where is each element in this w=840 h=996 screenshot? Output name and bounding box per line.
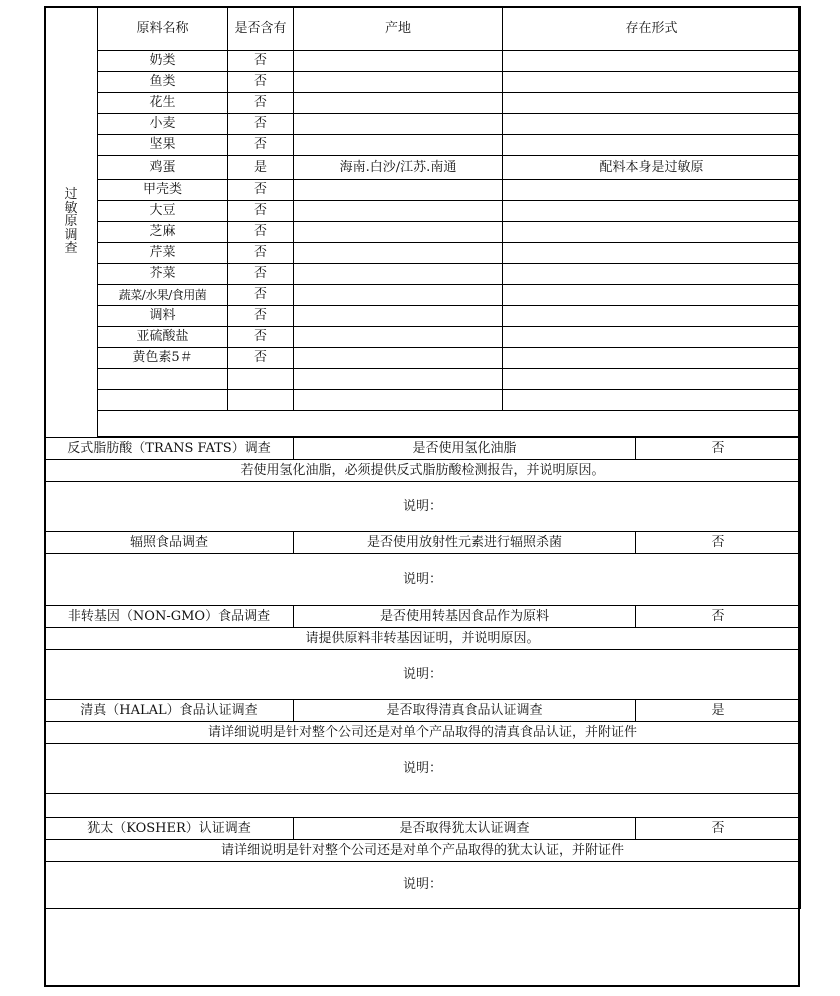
kosher-note[interactable]: 说明：	[45, 862, 801, 909]
halal-title: 清真（HALAL）食品认证调查	[45, 700, 294, 722]
side-char: 敏	[64, 200, 78, 216]
non_gmo-instruction: 请提供原料非转基因证明，并说明原因。	[45, 628, 801, 650]
form-cell[interactable]: 配料本身是过敏原	[503, 156, 801, 180]
material-name-cell[interactable]: 鸡蛋	[98, 156, 228, 180]
trans_fats-note[interactable]: 说明：	[45, 482, 801, 532]
header-origin: 产地	[294, 7, 503, 51]
contains-cell[interactable]: 否	[228, 201, 294, 222]
trans_fats-title: 反式脂肪酸（TRANS FATS）调查	[45, 438, 294, 460]
halal-question: 是否取得清真食品认证调查	[294, 700, 636, 722]
material-name-cell[interactable]: 鱼类	[98, 72, 228, 93]
material-name-cell[interactable]: 芹菜	[98, 243, 228, 264]
non_gmo-note[interactable]: 说明：	[45, 650, 801, 700]
contains-cell[interactable]: 否	[228, 135, 294, 156]
side-char: 调	[64, 227, 78, 243]
irradiation-note[interactable]: 说明：	[45, 554, 801, 606]
trans_fats-instruction: 若使用氢化油脂，必须提供反式脂肪酸检测报告，并说明原因。	[45, 460, 801, 482]
material-name-cell[interactable]: 调料	[98, 306, 228, 327]
material-name-cell[interactable]: 芥菜	[98, 264, 228, 285]
contains-cell[interactable]: 是	[228, 156, 294, 180]
halal-note[interactable]: 说明：	[45, 744, 801, 794]
material-name-cell[interactable]: 奶类	[98, 51, 228, 72]
kosher-answer[interactable]: 否	[636, 818, 801, 840]
irradiation-answer[interactable]: 否	[636, 532, 801, 554]
non_gmo-question: 是否使用转基因食品作为原料	[294, 606, 636, 628]
contains-cell[interactable]: 否	[228, 180, 294, 201]
contains-cell[interactable]: 否	[228, 348, 294, 369]
halal-instruction: 请详细说明是针对整个公司还是对单个产品取得的清真食品认证，并附证件	[45, 722, 801, 744]
form-border	[44, 6, 800, 987]
contains-cell[interactable]: 否	[228, 327, 294, 348]
contains-cell[interactable]: 否	[228, 306, 294, 327]
contains-cell[interactable]: 否	[228, 243, 294, 264]
non_gmo-title: 非转基因（NON-GMO）食品调查	[45, 606, 294, 628]
material-name-cell[interactable]: 甲壳类	[98, 180, 228, 201]
contains-cell[interactable]: 否	[228, 264, 294, 285]
non_gmo-answer[interactable]: 否	[636, 606, 801, 628]
halal-answer[interactable]: 是	[636, 700, 801, 722]
material-name-cell[interactable]: 坚果	[98, 135, 228, 156]
material-name-cell[interactable]: 小麦	[98, 114, 228, 135]
trans_fats-answer[interactable]: 否	[636, 438, 801, 460]
contains-cell[interactable]: 否	[228, 72, 294, 93]
trans_fats-question: 是否使用氢化油脂	[294, 438, 636, 460]
contains-cell[interactable]: 否	[228, 222, 294, 243]
header-form: 存在形式	[503, 7, 801, 51]
material-name-cell[interactable]: 芝麻	[98, 222, 228, 243]
contains-cell[interactable]: 否	[228, 285, 294, 306]
material-name-cell[interactable]: 亚硫酸盐	[98, 327, 228, 348]
material-name-cell[interactable]: 蔬菜/水果/食用菌	[98, 285, 228, 306]
header-material-name: 原料名称	[98, 7, 228, 51]
kosher-instruction: 请详细说明是针对整个公司还是对单个产品取得的犹太认证，并附证件	[45, 840, 801, 862]
irradiation-question: 是否使用放射性元素进行辐照杀菌	[294, 532, 636, 554]
contains-cell[interactable]: 否	[228, 93, 294, 114]
material-name-cell[interactable]: 花生	[98, 93, 228, 114]
side-char: 查	[64, 241, 78, 257]
contains-cell[interactable]: 否	[228, 51, 294, 72]
material-name-cell[interactable]: 黄色素5＃	[98, 348, 228, 369]
kosher-question: 是否取得犹太认证调查	[294, 818, 636, 840]
side-char: 原	[64, 214, 78, 230]
contains-cell[interactable]: 否	[228, 114, 294, 135]
origin-cell[interactable]: 海南.白沙/江苏.南通	[294, 156, 503, 180]
header-contains: 是否含有	[228, 7, 294, 51]
kosher-title: 犹太（KOSHER）认证调查	[45, 818, 294, 840]
side-char: 过	[64, 186, 78, 202]
material-name-cell[interactable]: 大豆	[98, 201, 228, 222]
irradiation-title: 辐照食品调查	[45, 532, 294, 554]
